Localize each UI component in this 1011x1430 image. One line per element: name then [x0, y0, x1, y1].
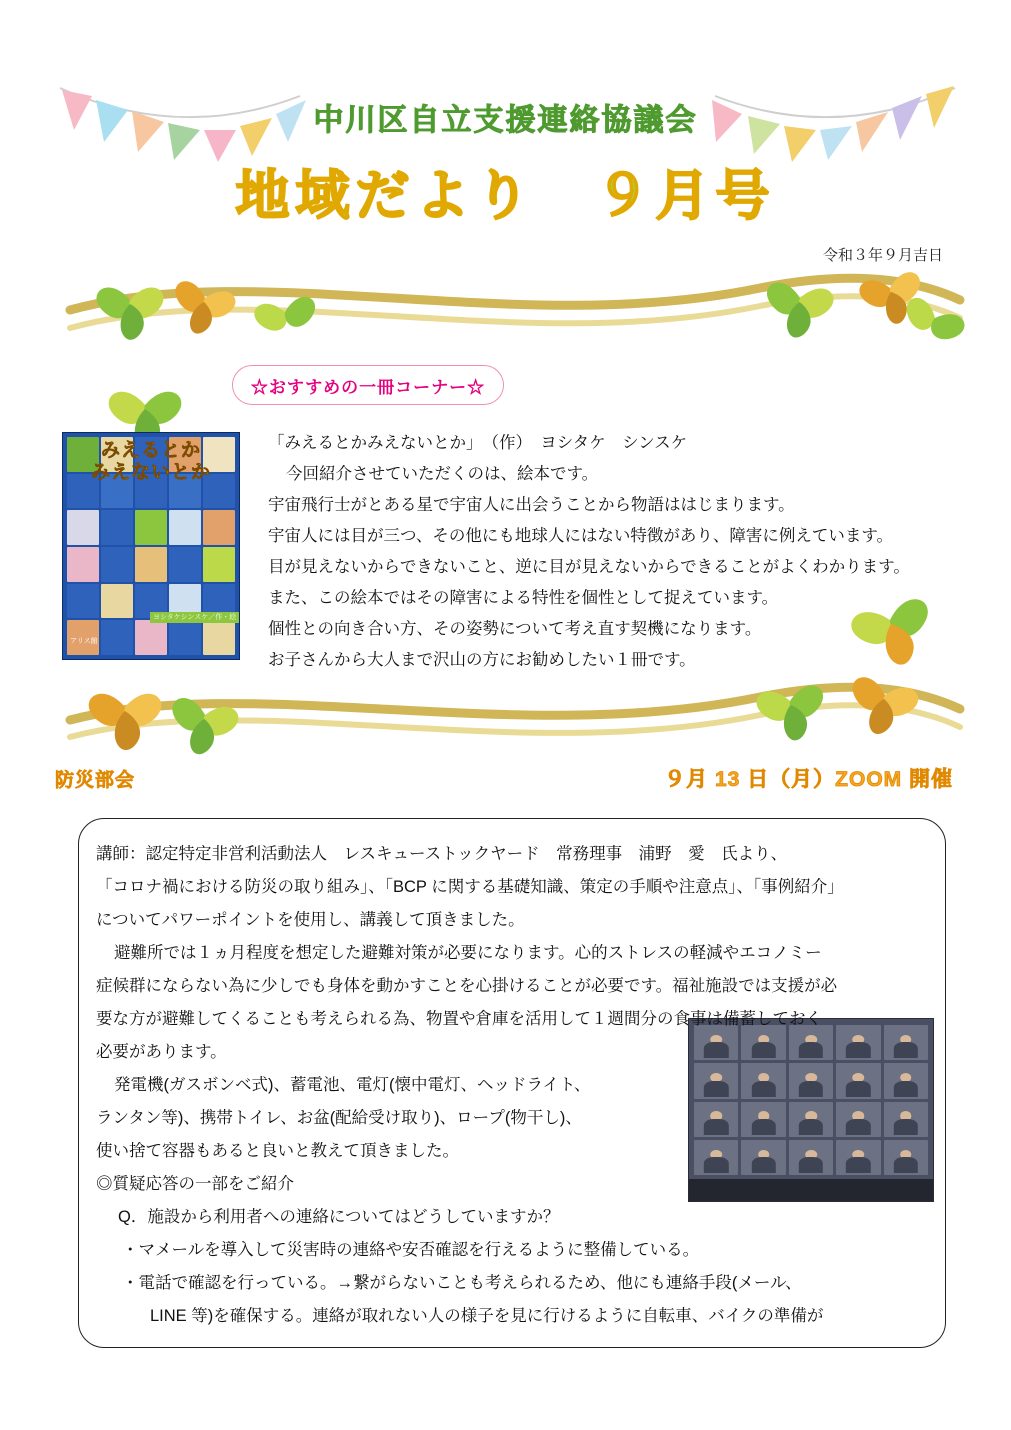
main-title: 地域だより ９月号	[235, 166, 776, 226]
org-title: 中川区自立支援連絡協議会	[313, 104, 698, 137]
report-bullet: ・マメールを導入して災害時の連絡や安否確認を行えるように整備している。	[122, 1241, 700, 1259]
report-bullet: ・電話で確認を行っている。→繋がらないことも考えられるため、他にも連絡手段(メール、	[122, 1274, 802, 1292]
report-line: 症候群にならない為に少しでも身体を動かすことを心掛けることが必要です。福祉施設では支援が必	[96, 977, 838, 995]
book-desc-line: 宇宙人には目が三つ、その他にも地球人にはない特徴があり、障害に例えています。	[268, 527, 894, 545]
book-cover-publisher: アリス館	[70, 638, 98, 645]
section-heading-left: 防災部会	[55, 770, 136, 791]
book-desc-line: また、この絵本ではその障害による特性を個性として捉えています。	[268, 589, 779, 607]
book-desc-line: 目が見えないからできないこと、逆に目が見えないからできることがよくわかります。	[268, 558, 910, 576]
report-line: 要な方が避難してくることも考えられる為、物置や倉庫を活用して１週間分の食事は備蓄しておく	[96, 1010, 822, 1028]
section-heading-right: ９月 13 日（月）ZOOM 開催	[664, 768, 953, 791]
book-cover-title: みえるとか みえないとか	[90, 440, 211, 483]
report-line: についてパワーポイントを使用し、講義して頂きました。	[96, 911, 525, 929]
report-line: 「コロナ禍における防災の取り組み」、「BCP に関する基礎知識、策定の手順や注意点」、「事例紹介」	[96, 878, 844, 896]
book-desc-line: お子さんから大人まで沢山の方にお勧めしたい１冊です。	[268, 651, 696, 669]
book-desc-line: 宇宙飛行士がとある星で宇宙人に出会うことから物語ははじまります。	[268, 496, 795, 514]
report-body-text	[96, 838, 928, 1333]
book-description	[268, 428, 968, 676]
book-desc-line: 「みえるとかみえないとか」 （作） ヨシタケ シンスケ	[268, 434, 688, 452]
report-line: 講師：認定特定非営利活動法人 レスキューストックヤード 常務理事 浦野 愛 氏より、	[96, 845, 788, 863]
book-desc-line: 今回紹介させていただくのは、絵本です。	[286, 465, 599, 483]
page-title	[0, 95, 1011, 230]
book-desc-line: 個性との向き合い方、その姿勢について考え直す契機になります。	[268, 620, 762, 638]
report-line: 避難所では１ヵ月程度を想定した避難対策が必要になります。心的ストレスの軽減やエコノミー	[114, 944, 822, 962]
report-line: 必要があります。	[96, 1043, 227, 1061]
report-line: ランタン等)、携帯トイレ、お盆(配給受け取り)、ロープ(物干し)、	[96, 1109, 582, 1127]
issue-date: 令和３年９月吉日	[822, 247, 943, 264]
report-line: 発電機(ガスボンベ式)、蓄電池、電灯(懐中電灯、ヘッドライト、	[114, 1076, 591, 1094]
report-qa-heading: ◎質疑応答の一部をご紹介	[96, 1175, 294, 1193]
book-cover-credit: ヨシタケシンスケ／作・絵	[150, 612, 239, 623]
report-question: Q．施設から利用者への連絡についてはどうしていますか？	[118, 1208, 560, 1226]
report-bullet-continued: LINE 等)を確保する。連絡が取れない人の様子を見に行けるように自転車、バイクの準備が	[150, 1307, 824, 1325]
recommend-section-badge: ☆おすすめの一冊コーナー☆	[232, 365, 504, 405]
report-line: 使い捨て容器もあると良いと教えて頂きました。	[96, 1142, 459, 1160]
